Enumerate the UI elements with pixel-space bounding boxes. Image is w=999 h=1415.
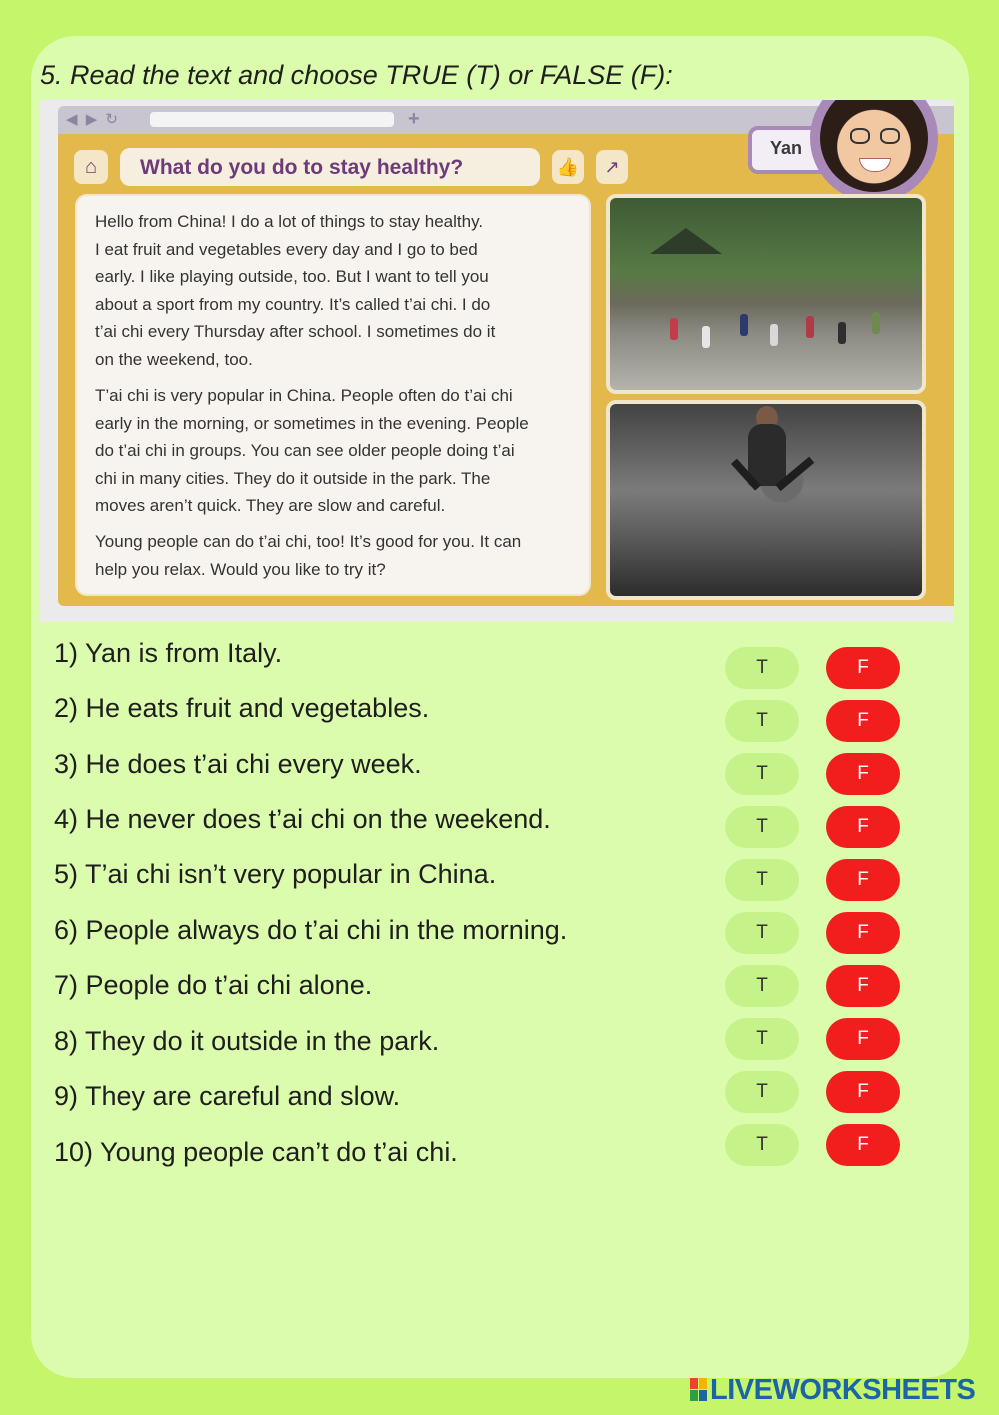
reading-panel xyxy=(40,100,954,622)
true-button-5[interactable]: T xyxy=(725,859,799,901)
false-button-8[interactable]: F xyxy=(826,1018,900,1060)
true-button-8[interactable]: T xyxy=(725,1018,799,1060)
false-button-6[interactable]: F xyxy=(826,912,900,954)
question-7: 7) People do t’ai chi alone. xyxy=(54,970,373,1000)
reading-paragraph-2: T’ai chi is very popular in China. People often do t’ai chi early in the morning, or sometimes in the evening. People do t’ai chi in groups. You can see older people doing t’ai chi in many cities. They do it outside in the park. The moves aren’t quick. They are slow and careful. xyxy=(95,386,529,515)
false-button-3[interactable]: F xyxy=(826,753,900,795)
true-button-3[interactable]: T xyxy=(725,753,799,795)
false-button-7[interactable]: F xyxy=(826,965,900,1007)
true-button-10[interactable]: T xyxy=(725,1124,799,1166)
false-button-5[interactable]: F xyxy=(826,859,900,901)
true-button-6[interactable]: T xyxy=(725,912,799,954)
nav-arrows-icon: ◀ ▶ ↻ xyxy=(66,111,120,128)
false-button-4[interactable]: F xyxy=(826,806,900,848)
browser-frame xyxy=(58,106,954,606)
question-3: 3) He does t’ai chi every week. xyxy=(54,749,422,779)
author-name: Yan xyxy=(770,138,803,158)
logo-blocks-icon xyxy=(690,1378,708,1402)
instruction-text: 5. Read the text and choose TRUE (T) or FALSE (F): xyxy=(40,60,673,90)
home-icon: ⌂ xyxy=(74,150,108,184)
boy-taichi-photo xyxy=(606,400,926,600)
address-bar xyxy=(150,112,394,127)
question-2: 2) He eats fruit and vegetables. xyxy=(54,693,430,723)
reading-title: What do you do to stay healthy? xyxy=(140,156,464,179)
question-10: 10) Young people can’t do t’ai chi. xyxy=(54,1137,458,1167)
brand-name: LIVEWORKSHEETS xyxy=(710,1374,976,1406)
true-button-7[interactable]: T xyxy=(725,965,799,1007)
question-1: 1) Yan is from Italy. xyxy=(54,638,283,668)
true-button-4[interactable]: T xyxy=(725,806,799,848)
thumbs-up-icon: 👍 xyxy=(552,150,584,184)
true-button-1[interactable]: T xyxy=(725,647,799,689)
avatar xyxy=(810,100,938,202)
false-button-9[interactable]: F xyxy=(826,1071,900,1113)
question-8: 8) They do it outside in the park. xyxy=(54,1026,440,1056)
false-button-2[interactable]: F xyxy=(826,700,900,742)
false-button-1[interactable]: F xyxy=(826,647,900,689)
question-4: 4) He never does t’ai chi on the weekend. xyxy=(54,804,551,834)
question-6: 6) People always do t’ai chi in the morning. xyxy=(54,915,568,945)
false-button-10[interactable]: F xyxy=(826,1124,900,1166)
new-tab-icon: + xyxy=(408,108,420,130)
question-5: 5) T’ai chi isn’t very popular in China. xyxy=(54,859,497,889)
true-button-9[interactable]: T xyxy=(725,1071,799,1113)
reading-paragraph-3: Young people can do t’ai chi, too! It’s good for you. It can help you relax. Would you like to try it? xyxy=(95,532,522,579)
share-icon: ↗ xyxy=(596,150,628,184)
reading-title-bar xyxy=(120,148,540,186)
park-taichi-photo xyxy=(606,194,926,394)
reading-paragraph-1: Hello from China! I do a lot of things to stay healthy. I eat fruit and vegetables every day and I go to bed early. I like playing outside, too. But I want to tell you about a sport from my country. It’s called t’ai chi. I do t’ai chi every Thursday after school. I sometimes do it on the weekend, too. xyxy=(95,212,496,369)
reading-text-box xyxy=(75,194,591,596)
question-9: 9) They are careful and slow. xyxy=(54,1081,401,1111)
true-button-2[interactable]: T xyxy=(725,700,799,742)
